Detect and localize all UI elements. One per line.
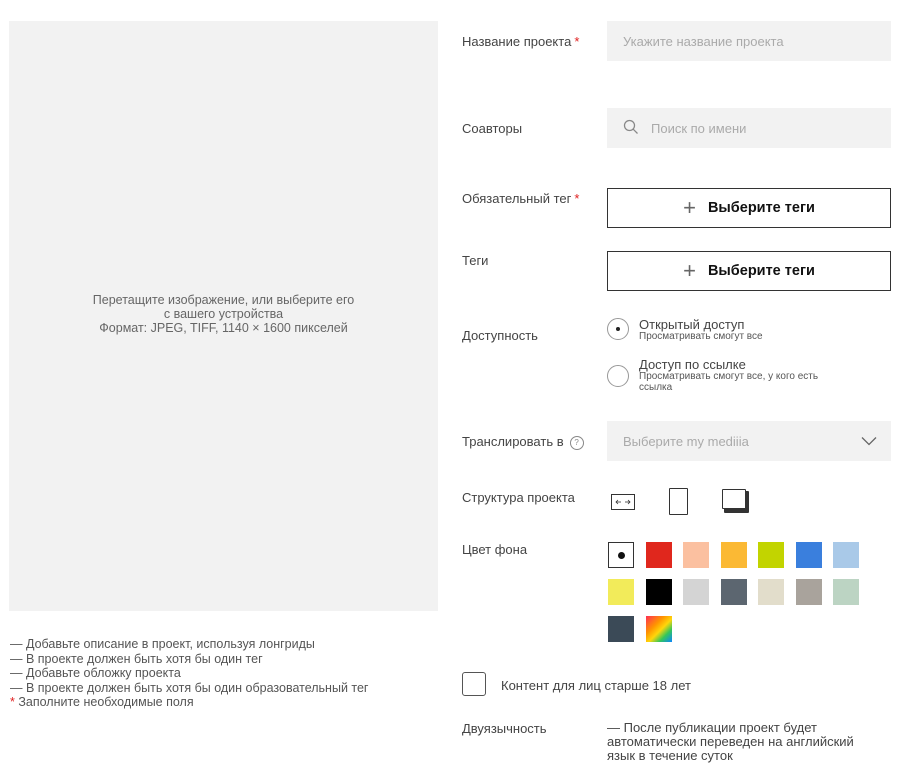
select-tags-label: Выберите теги — [707, 263, 815, 279]
access-option-subtitle: ссылка — [639, 382, 673, 393]
cover-upload-dropzone[interactable] — [9, 21, 438, 611]
color-swatch[interactable] — [796, 579, 822, 605]
access-option-public-text — [639, 318, 763, 342]
bilingual-note-line: автоматически переведен на английский — [607, 734, 854, 749]
search-icon — [623, 119, 639, 135]
coauthors-search-input[interactable] — [607, 108, 891, 148]
bilingual-label: Двуязычность — [462, 721, 547, 736]
required-note-text: Заполните необходимые поля — [14, 695, 194, 709]
color-swatch[interactable] — [683, 542, 709, 568]
select-required-tags-button[interactable] — [607, 188, 891, 228]
select-tags-label: Выберите теги — [707, 200, 815, 216]
color-swatch[interactable] — [646, 579, 672, 605]
bilingual-note-line: — После публикации проект будет — [607, 720, 817, 735]
upload-format-line: Формат: JPEG, TIFF, 1140 × 1600 пикселей — [99, 321, 348, 335]
requirements-list — [10, 637, 369, 710]
adult-content-label: Контент для лиц старше 18 лет — [501, 678, 691, 693]
color-swatch[interactable] — [608, 579, 634, 605]
project-name-field — [607, 21, 891, 61]
requirement-item: — В проекте должен быть хотя бы один тег — [10, 651, 263, 666]
project-name-label-text: Название проекта — [462, 34, 572, 49]
broadcast-select[interactable] — [607, 421, 891, 461]
color-swatch[interactable] — [646, 542, 672, 568]
selected-dot — [618, 552, 625, 559]
access-option-title: Открытый доступ — [639, 317, 745, 332]
color-swatch[interactable] — [721, 542, 747, 568]
coauthors-label: Соавторы — [462, 121, 523, 136]
arrows-horizontal-icon — [612, 495, 634, 509]
landscape-frame-icon[interactable] — [611, 494, 635, 510]
structure-label: Структура проекта — [462, 490, 575, 505]
chevron-down-icon — [861, 436, 877, 446]
upload-instructions — [9, 293, 438, 335]
access-option-subtitle: Просматривать смогут все — [639, 331, 763, 342]
color-swatch[interactable] — [646, 616, 672, 642]
radio-button-link[interactable] — [607, 365, 629, 387]
color-swatch[interactable] — [758, 579, 784, 605]
help-icon[interactable]: ? — [570, 436, 584, 450]
bilingual-note-line: язык в течение суток — [607, 748, 733, 763]
color-swatch[interactable] — [608, 542, 634, 568]
radio-selected-dot — [616, 327, 620, 331]
radio-button-public[interactable] — [607, 318, 629, 340]
select-tags-button[interactable] — [607, 251, 891, 291]
stacked-frame-icon[interactable] — [722, 489, 749, 513]
color-swatch[interactable] — [833, 542, 859, 568]
required-star: * — [574, 191, 580, 206]
access-option-subtitle: Просматривать смогут все, у кого есть — [639, 371, 819, 382]
required-fields-note — [10, 695, 369, 710]
requirement-item: — Добавьте описание в проект, используя лонгриды — [10, 637, 315, 651]
coauthors-search-field — [607, 108, 891, 148]
upload-instructions-line: с вашего устройства — [163, 307, 284, 321]
portrait-frame-icon[interactable] — [669, 488, 688, 515]
access-option-public[interactable] — [607, 318, 629, 340]
access-option-link[interactable] — [607, 365, 629, 387]
bilingual-note — [607, 721, 854, 763]
access-option-title: Доступ по ссылке — [639, 357, 746, 372]
required-tag-label-text: Обязательный тег — [462, 191, 572, 206]
requirement-item: — В проекте должен быть хотя бы один образовательный тег — [10, 680, 369, 695]
tags-label: Теги — [462, 253, 489, 268]
required-tag-label — [462, 191, 579, 206]
plus-icon: + — [683, 258, 696, 283]
requirement-item: — Добавьте обложку проекта — [10, 666, 181, 680]
project-name-label — [462, 34, 579, 49]
project-name-input[interactable] — [607, 21, 891, 61]
broadcast-select-placeholder: Выберите my mediiia — [623, 433, 749, 449]
color-swatch[interactable] — [683, 579, 709, 605]
color-swatch[interactable] — [721, 579, 747, 605]
required-star: * — [10, 695, 15, 709]
broadcast-label — [462, 434, 584, 450]
color-swatch[interactable] — [608, 616, 634, 642]
access-option-link-text — [639, 358, 818, 393]
color-swatch[interactable] — [833, 579, 859, 605]
background-color-label: Цвет фона — [462, 542, 528, 557]
required-star: * — [574, 34, 580, 49]
broadcast-label-text: Транслировать в — [462, 434, 564, 449]
adult-content-checkbox[interactable] — [462, 672, 486, 696]
upload-instructions-line: Перетащите изображение, или выберите его — [92, 293, 355, 307]
plus-icon: + — [683, 195, 696, 220]
access-label: Доступность — [462, 328, 538, 343]
color-swatch[interactable] — [796, 542, 822, 568]
color-swatch[interactable] — [758, 542, 784, 568]
